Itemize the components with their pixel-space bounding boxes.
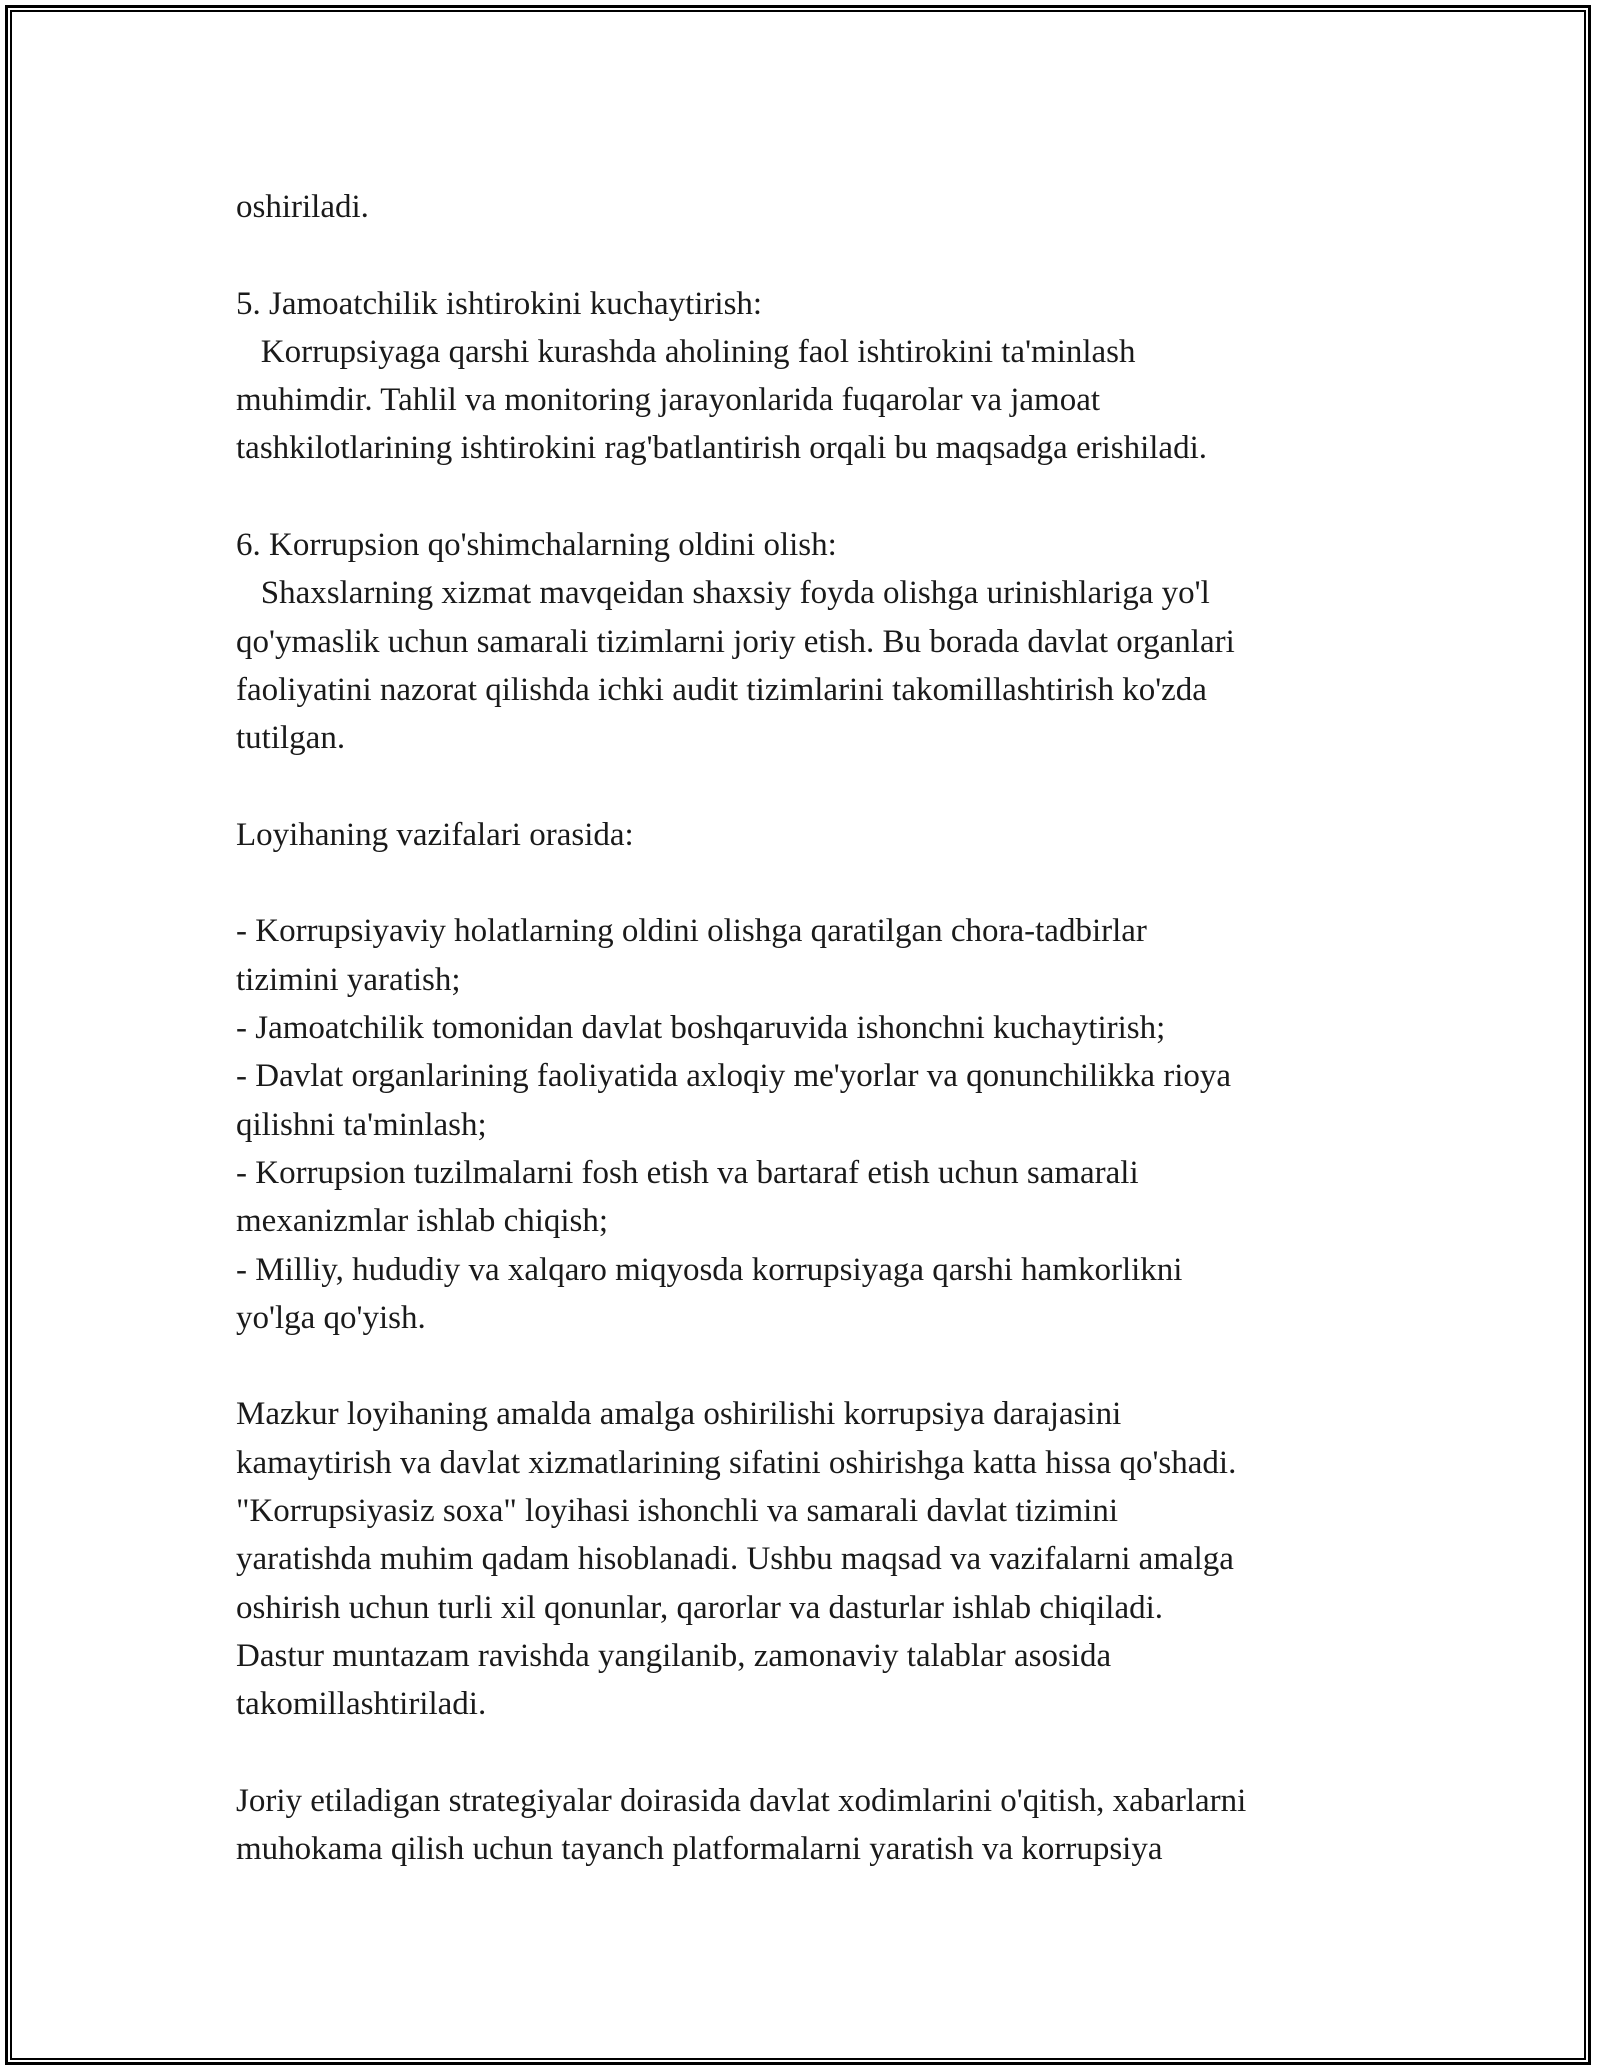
text-line: - Davlat organlarining faoliyatida axloqiy me'yorlar va qonunchilikka rioya bbox=[236, 1058, 1232, 1095]
text-line: qo'ymaslik uchun samarali tizimlarni joriy etish. Bu borada davlat organlari bbox=[236, 623, 1235, 660]
text-line: faoliyatini nazorat qilishda ichki audit tizimlarini takomillashtirish ko'zda bbox=[236, 671, 1207, 708]
text-line: - Korrupsiyaviy holatlarning oldini olishga qaratilgan chora-tadbirlar bbox=[236, 913, 1147, 950]
text-line bbox=[236, 231, 1376, 279]
text-line: "Korrupsiyasiz soxa" loyihasi ishonchli va samarali davlat tizimini bbox=[236, 1493, 1119, 1530]
text-line bbox=[236, 1729, 1376, 1777]
text-line: oshirish uchun turli xil qonunlar, qarorlar va dasturlar ishlab chiqiladi. bbox=[236, 1589, 1164, 1626]
text-line: tashkilotlarining ishtirokini rag'batlantirish orqali bu maqsadga erishiladi. bbox=[236, 430, 1208, 467]
text-line: Joriy etiladigan strategiyalar doirasida davlat xodimlarini o'qitish, xabarlarni bbox=[236, 1782, 1247, 1819]
text-line: muhokama qilish uchun tayanch platformalarni yaratish va korrupsiya bbox=[236, 1831, 1163, 1868]
text-line: Korrupsiyaga qarshi kurashda aholining faol ishtirokini ta'minlash bbox=[236, 333, 1136, 370]
text-line: kamaytirish va davlat xizmatlarining sifatini oshirishga katta hissa qo'shadi. bbox=[236, 1444, 1237, 1481]
text-line: yo'lga qo'yish. bbox=[236, 1299, 426, 1336]
text-line: mexanizmlar ishlab chiqish; bbox=[236, 1203, 609, 1240]
text-line: oshiriladi. bbox=[236, 189, 369, 225]
text-line: 5. Jamoatchilik ishtirokini kuchaytirish: bbox=[236, 285, 763, 322]
text-line: tutilgan. bbox=[236, 720, 346, 757]
text-line: - Korrupsion tuzilmalarni fosh etish va bartaraf etish uchun samarali bbox=[236, 1154, 1139, 1191]
text-line bbox=[236, 473, 1376, 521]
text-line: - Milliy, hududiy va xalqaro miqyosda korrupsiyaga qarshi hamkorlikni bbox=[236, 1251, 1183, 1288]
text-line bbox=[236, 1342, 1376, 1390]
text-line: Dastur muntazam ravishda yangilanib, zamonaviy talablar asosida bbox=[236, 1637, 1112, 1674]
text-line: Loyihaning vazifalari orasida: bbox=[236, 816, 634, 853]
text-line bbox=[236, 763, 1376, 811]
text-line bbox=[236, 859, 1376, 907]
document-body bbox=[236, 183, 1376, 1873]
text-line: muhimdir. Tahlil va monitoring jarayonlarida fuqarolar va jamoat bbox=[236, 382, 1101, 419]
text-line: qilishni ta'minlash; bbox=[236, 1106, 487, 1143]
text-line: 6. Korrupsion qo'shimchalarning oldini olish: bbox=[236, 527, 837, 564]
text-line: Shaxslarning xizmat mavqeidan shaxsiy foyda olishga urinishlariga yo'l bbox=[236, 575, 1210, 612]
text-line: yaratishda muhim qadam hisoblanadi. Ushbu maqsad va vazifalarni amalga bbox=[236, 1541, 1234, 1578]
text-line: - Jamoatchilik tomonidan davlat boshqaruvida ishonchni kuchaytirish; bbox=[236, 1010, 1166, 1047]
text-line: takomillashtiriladi. bbox=[236, 1686, 487, 1723]
text-line: Mazkur loyihaning amalda amalga oshirilishi korrupsiya darajasini bbox=[236, 1396, 1122, 1433]
text-line: tizimini yaratish; bbox=[236, 961, 461, 998]
